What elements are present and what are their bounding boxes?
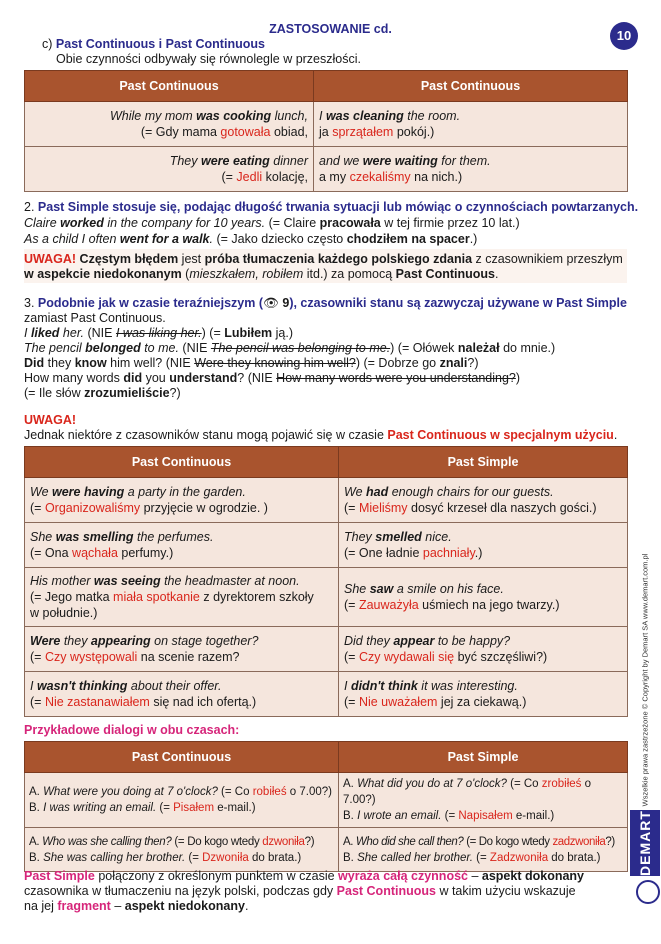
table-parallel-actions <box>24 70 628 192</box>
summary-line-2: czasownika w tłumaczeniu na język polski, podczas gdy Past Continuous w takim użyciu wskazuje <box>24 884 576 898</box>
summary-line-1: Past Simple połączony z określonym punktem w czasie wyraża całą czynność – aspekt dokonany <box>24 869 585 883</box>
table-header: Past Continuous <box>25 447 339 478</box>
section-c-heading: c) Past Continuous i Past Continuous <box>42 37 265 51</box>
demart-logo: DEMART <box>630 810 660 876</box>
table-row: A. What were you doing at 7 o'clock? (= Co robiłeś o 7.00?) B. I was writing an email. (= Pisałem e-mail.) A. What did you do at 7 o'clock? (= Co zrobiłeś o 7.00?) B. I wrote an email. (= Napisałem e-mail.) <box>25 773 628 828</box>
point-3-example: Did they know him well? (NIE Were they knowing him well?) (= Dobrze go znali?) <box>24 356 479 370</box>
point-3-example: The pencil belonged to me. (NIE The pencil was belonging to me.) (= Ołówek należał do mnie.) <box>24 341 556 355</box>
page-number-badge: 10 <box>610 22 638 50</box>
table-header: Past Continuous <box>25 742 339 773</box>
table-row: His mother was seeing the headmaster at noon. (= Jego matka miała spotkanie z dyrektorem szkoły w południe.) She saw a smile on his face. (= Zauważyła uśmiech na jego twarzy.) <box>25 568 628 627</box>
table-row: We were having a party in the garden. (= Organizowaliśmy przyjęcie w ogrodzie. ) We had enough chairs for our guests. (= Mieliśmy dosyć krzeseł dla naszych gości.) <box>25 478 628 523</box>
table-row: She was smelling the perfumes. (= Ona wąchała perfumy.) They smelled nice. (= One ładnie pachniały.) <box>25 523 628 568</box>
point-3-example: I liked her. (NIE I was liking her.) (= Lubiłem ją.) <box>24 326 293 340</box>
point-3-example: How many words did you understand? (NIE How many words were you understanding?) <box>24 371 521 385</box>
table-row: They were eating dinner (= Jedli kolację, and we were waiting for them. a my czekaliśmy na nich.) <box>25 147 628 192</box>
table-state-verbs <box>24 446 628 717</box>
point-2-example-1: Claire worked in the company for 10 years. (= Claire pracowała w tej firmie przez 10 lat.) <box>24 216 520 230</box>
warning-1-line-2: w aspekcie niedokonanym (mieszkałem, robiłem itd.) za pomocą Past Continuous. <box>24 267 499 281</box>
point-3-heading: 3. Podobnie jak w czasie teraźniejszym (👁 9), czasowniki stanu są zazwyczaj używane w Past Simple <box>24 296 627 310</box>
summary-line-3: na jej fragment – aspekt niedokonany. <box>24 899 249 913</box>
table-header: Past Continuous <box>25 71 314 102</box>
point-2-heading: 2. Past Simple stosuje się, podając długość trwania sytuacji lub mówiąc o czynnościach powtarzanych. <box>24 200 639 214</box>
copyright-text: Wszelkie prawa zastrzeżone © Copyright by Demart SA www.demart.com.pl <box>640 553 650 807</box>
warning-1-line-1: UWAGA! Częstym błędem jest próba tłumaczenia każdego polskiego zdania z czasownikiem przeszłym <box>24 252 623 266</box>
point-3-heading-2: zamiast Past Continuous. <box>24 311 166 325</box>
globe-icon <box>636 880 660 904</box>
point-2-example-2: As a child I often went for a walk. (= Jako dziecko często chodziłem na spacer.) <box>24 232 478 246</box>
table-row: I wasn't thinking about their offer. (= Nie zastanawiałem się nad ich ofertą.) I didn't think it was interesting. (= Nie uważałem jej za ciekawą.) <box>25 672 628 717</box>
eye-icon: 👁 <box>263 296 279 310</box>
table-header: Past Continuous <box>314 71 628 102</box>
table-dialogs <box>24 741 628 872</box>
dialogs-heading: Przykładowe dialogi w obu czasach: <box>24 723 240 737</box>
warning-2-text: Jednak niektóre z czasowników stanu mogą pojawić się w czasie Past Continuous w specjalnym użyciu. <box>24 428 618 442</box>
table-row: While my mom was cooking lunch, (= Gdy mama gotowała obiad, I was cleaning the room. ja sprzątałem pokój.) <box>25 102 628 147</box>
table-header: Past Simple <box>339 742 628 773</box>
page-title: ZASTOSOWANIE cd. <box>269 22 392 36</box>
point-3-example: (= Ile słów zrozumieliście?) <box>24 386 181 400</box>
table-header: Past Simple <box>339 447 628 478</box>
table-row: Were they appearing on stage together? (= Czy występowali na scenie razem? Did they appear to be happy? (= Czy wydawali się być szczęśliwi?) <box>25 627 628 672</box>
table-row: A. Who was she calling then? (= Do kogo wtedy dzwoniła?) B. She was calling her brother. (= Dzwoniła do brata.) A. Who did she call then? (= Do kogo wtedy zadzwoniła?) B. She called her brother. (= Zadzwoniła do brata.) <box>25 828 628 872</box>
warning-2-label: UWAGA! <box>24 413 77 427</box>
section-c-desc: Obie czynności odbywały się równolegle w przeszłości. <box>56 52 361 66</box>
